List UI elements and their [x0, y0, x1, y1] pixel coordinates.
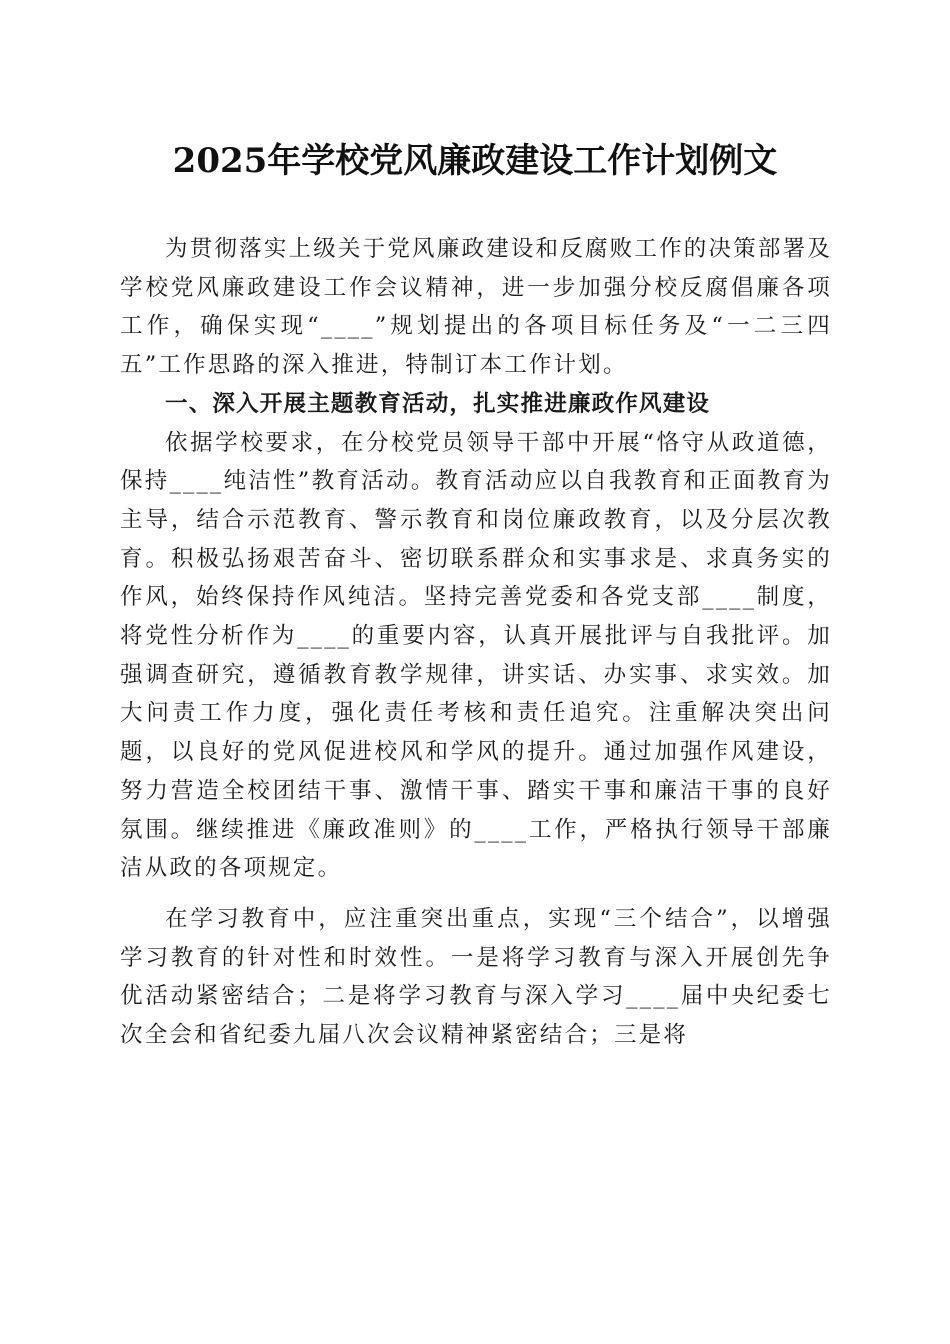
document-body [120, 230, 832, 1055]
intro-paragraph: 为贯彻落实上级关于党风廉政建设和反腐败工作的决策部署及学校党风廉政建设工作会议精神，进一步加强分校反腐倡廉各项工作，确保实现“____”规划提出的各项目标任务及“一二三四五”工作思路的深入推进，特制订本工作计划。 [120, 236, 832, 379]
paragraph-gap [120, 888, 832, 900]
section-heading-1: 一、深入开展主题教育活动，扎实推进廉政作风建设 [165, 390, 711, 417]
document-title: 2025年学校党风廉政建设工作计划例文 [172, 141, 778, 181]
section-1-paragraph-2: 在学习教育中，应注重突出重点，实现“三个结合”，以增强学习教育的针对性和时效性。一是将学习教育与深入开展创先争优活动紧密结合；二是将学习教育与深入学习____届中央纪委七次全会和省纪委九届八次会议精神紧密结合；三是将 [120, 905, 832, 1049]
section-1-paragraph-1: 依据学校要求，在分校党员领导干部中开展“恪守从政道德，保持____纯洁性”教育活动。教育活动应以自我教育和正面教育为主导，结合示范教育、警示教育和岗位廉政教育，以及分层次教育。积极弘扬艰苦奋斗、密切联系群众和实事求是、求真务实的作风，始终保持作风纯洁。坚持完善党委和各党支部____制度，将党性分析作为____的重要内容，认真开展批评与自我批评。加强调查研究，遵循教育教学规律，讲实话、办实事、求实效。加大问责工作力度，强化责任考核和责任追究。注重解决突出问题，以良好的党风促进校风和学风的提升。通过加强作风建设，努力营造全校团结干事、激情干事、踏实干事和廉洁干事的良好氛围。继续推进《廉政准则》的____工作，严格执行领导干部廉洁从政的各项规定。 [120, 429, 832, 882]
